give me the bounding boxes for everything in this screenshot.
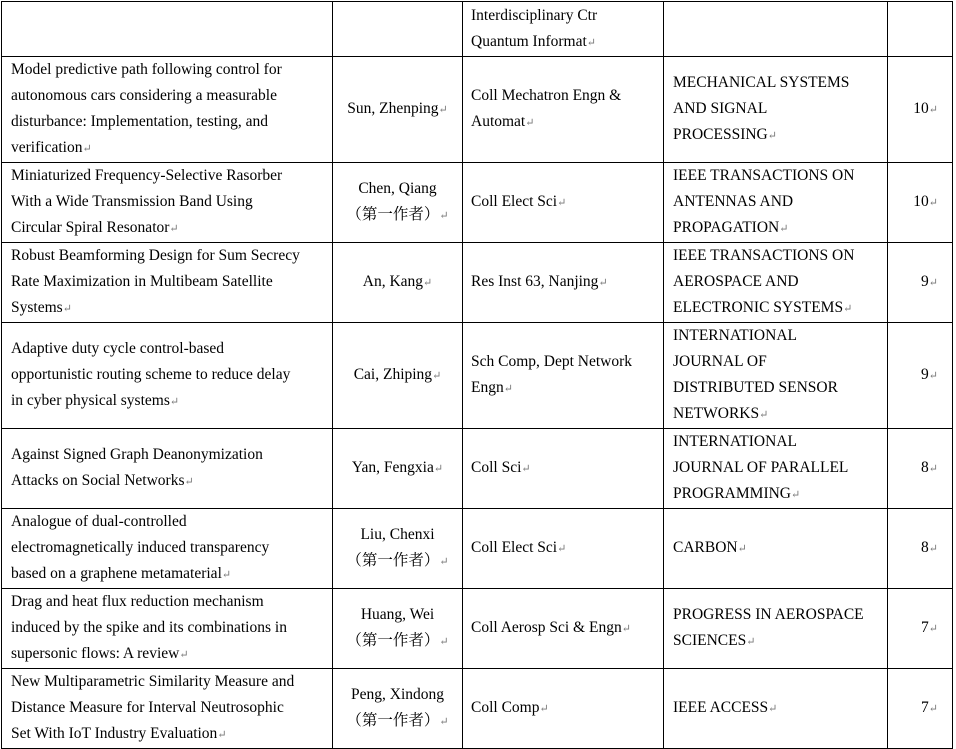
institution-cell xyxy=(463,669,664,749)
paper-title-cell xyxy=(2,243,333,323)
institution-cell xyxy=(463,509,664,589)
paragraph-mark-icon: ↵ xyxy=(439,556,449,568)
citation-count-cell xyxy=(888,163,953,243)
citations-line: 7↵ xyxy=(921,699,938,716)
title-line: induced by the spike and its combinations in xyxy=(11,619,287,636)
journal-line: DISTRIBUTED SENSOR xyxy=(673,379,838,396)
journal-line: NETWORKS↵ xyxy=(673,405,769,422)
author-line: （第一作者）↵ xyxy=(346,632,449,649)
title-line: With a Wide Transmission Band Using xyxy=(11,193,253,210)
paper-title-cell xyxy=(2,669,333,749)
institution-cell xyxy=(463,57,664,163)
paragraph-mark-icon: ↵ xyxy=(928,703,938,715)
author-line: Yan, Fengxia↵ xyxy=(351,459,444,476)
paragraph-mark-icon: ↵ xyxy=(767,130,777,142)
table-row xyxy=(2,57,953,163)
journal-line: JOURNAL OF xyxy=(673,353,767,370)
table-row xyxy=(2,243,953,323)
institution-line: Coll Sci↵ xyxy=(471,459,531,476)
institution-cell xyxy=(463,429,664,509)
journal-cell xyxy=(664,429,888,509)
paper-title-cell xyxy=(2,429,333,509)
paragraph-mark-icon: ↵ xyxy=(598,277,608,289)
paragraph-mark-icon: ↵ xyxy=(221,569,232,581)
journal-cell xyxy=(664,509,888,589)
journal-line: PROGRESS IN AEROSPACE xyxy=(673,606,864,623)
paragraph-mark-icon: ↵ xyxy=(432,370,442,382)
title-line: electromagnetically induced transparency xyxy=(11,539,270,556)
paragraph-mark-icon: ↵ xyxy=(539,703,549,715)
title-line: based on a graphene metamaterial↵ xyxy=(11,565,232,582)
citation-count-cell xyxy=(888,57,953,163)
paragraph-mark-icon: ↵ xyxy=(621,623,631,635)
table-row xyxy=(2,323,953,429)
citation-count-cell xyxy=(888,509,953,589)
title-line: verification↵ xyxy=(11,139,92,156)
citations-line xyxy=(896,16,938,42)
title-line: Attacks on Social Networks↵ xyxy=(11,472,194,489)
paragraph-mark-icon: ↵ xyxy=(82,143,92,155)
author-line: （第一作者）↵ xyxy=(346,552,449,569)
institution-cell xyxy=(463,589,664,669)
title-line: in cyber physical systems↵ xyxy=(11,392,180,409)
paragraph-mark-icon: ↵ xyxy=(525,117,535,129)
paragraph-mark-icon: ↵ xyxy=(439,210,449,222)
title-line: Against Signed Graph Deanonymization xyxy=(11,446,263,463)
author-cell xyxy=(333,2,463,57)
title-line: Model predictive path following control for xyxy=(11,61,282,78)
journal-line: PROGRAMMING↵ xyxy=(673,485,801,502)
institution-line: Sch Comp, Dept Network xyxy=(471,353,633,370)
table-row xyxy=(2,163,953,243)
title-line: disturbance: Implementation, testing, and xyxy=(11,113,268,130)
title-line: Drag and heat flux reduction mechanism xyxy=(11,593,264,610)
paragraph-mark-icon: ↵ xyxy=(169,396,180,408)
institution-line: Engn↵ xyxy=(471,379,513,396)
journal-line: ANTENNAS AND xyxy=(673,193,794,210)
paragraph-mark-icon: ↵ xyxy=(779,223,789,235)
journal-line: AND SIGNAL xyxy=(673,100,768,117)
paragraph-mark-icon: ↵ xyxy=(928,197,938,209)
author-cell xyxy=(333,243,463,323)
author-cell xyxy=(333,509,463,589)
paragraph-mark-icon: ↵ xyxy=(928,277,938,289)
institution-line: Interdisciplinary Ctr xyxy=(471,7,598,24)
table-row xyxy=(2,429,953,509)
table-row xyxy=(2,669,953,749)
title-line: Miniaturized Frequency-Selective Rasorber xyxy=(11,167,283,184)
paragraph-mark-icon: ↵ xyxy=(433,463,444,475)
paragraph-mark-icon: ↵ xyxy=(503,383,513,395)
title-line: supersonic flows: A review↵ xyxy=(11,645,189,662)
citation-count-cell xyxy=(888,669,953,749)
author-cell xyxy=(333,57,463,163)
journal-line: IEEE TRANSACTIONS ON xyxy=(673,247,855,264)
title-line xyxy=(11,29,324,55)
paragraph-mark-icon: ↵ xyxy=(439,716,449,728)
author-cell xyxy=(333,163,463,243)
journal-line: SCIENCES↵ xyxy=(673,632,756,649)
paragraph-mark-icon: ↵ xyxy=(843,303,853,315)
title-line: Analogue of dual-controlled xyxy=(11,513,187,530)
citations-line: 10↵ xyxy=(913,100,938,117)
journal-cell xyxy=(664,163,888,243)
author-line: An, Kang↵ xyxy=(362,273,433,290)
paragraph-mark-icon: ↵ xyxy=(928,104,938,116)
table-row xyxy=(2,509,953,589)
title-line xyxy=(11,3,324,29)
citations-line: 9↵ xyxy=(921,273,938,290)
institution-line: Res Inst 63, Nanjing↵ xyxy=(471,273,608,290)
title-line: Systems↵ xyxy=(11,299,72,316)
journal-line: MECHANICAL SYSTEMS xyxy=(673,74,850,91)
paragraph-mark-icon: ↵ xyxy=(184,476,194,488)
title-line: Circular Spiral Resonator↵ xyxy=(11,219,179,236)
title-line: opportunistic routing scheme to reduce delay xyxy=(11,366,291,383)
paragraph-mark-icon: ↵ xyxy=(746,636,756,648)
paper-title-cell xyxy=(2,163,333,243)
journal-line: CARBON↵ xyxy=(673,539,747,556)
paragraph-mark-icon: ↵ xyxy=(737,543,747,555)
paragraph-mark-icon: ↵ xyxy=(438,104,448,116)
author-line: Huang, Wei xyxy=(360,606,435,623)
author-line: Liu, Chenxi xyxy=(360,526,435,543)
author-line: Peng, Xindong xyxy=(351,686,444,703)
author-line: Chen, Qiang xyxy=(358,180,437,197)
journal-line: INTERNATIONAL xyxy=(673,433,797,450)
institution-line: Quantum Informat↵ xyxy=(471,33,597,50)
citation-count-cell xyxy=(888,243,953,323)
paragraph-mark-icon: ↵ xyxy=(169,223,179,235)
title-line: Adaptive duty cycle control-based xyxy=(11,340,225,357)
citation-count-cell xyxy=(888,429,953,509)
paragraph-mark-icon: ↵ xyxy=(557,543,567,555)
author-cell xyxy=(333,589,463,669)
journal-cell xyxy=(664,589,888,669)
paragraph-mark-icon: ↵ xyxy=(179,649,189,661)
paragraph-mark-icon: ↵ xyxy=(423,277,433,289)
table-row xyxy=(2,589,953,669)
paper-title-cell xyxy=(2,509,333,589)
journal-line: PROCESSING↵ xyxy=(673,126,777,143)
citations-line: 8↵ xyxy=(921,459,938,476)
author-cell xyxy=(333,323,463,429)
title-line: Distance Measure for Interval Neutrosophic xyxy=(11,699,284,716)
institution-cell xyxy=(463,243,664,323)
paragraph-mark-icon: ↵ xyxy=(928,463,938,475)
journal-line xyxy=(673,16,879,42)
citations-line: 9↵ xyxy=(921,366,938,383)
title-line: Set With IoT Industry Evaluation↵ xyxy=(11,725,227,742)
journal-cell xyxy=(664,323,888,429)
author-line xyxy=(341,16,454,42)
journal-cell xyxy=(664,243,888,323)
paragraph-mark-icon: ↵ xyxy=(586,37,597,49)
paper-title-cell xyxy=(2,323,333,429)
institution-line: Coll Elect Sci↵ xyxy=(471,193,567,210)
citations-line: 7↵ xyxy=(921,619,938,636)
journal-line: INTERNATIONAL xyxy=(673,327,797,344)
journal-line: IEEE TRANSACTIONS ON xyxy=(673,167,855,184)
journal-line: AEROSPACE AND xyxy=(673,273,799,290)
institution-cell xyxy=(463,163,664,243)
author-line: Cai, Zhiping↵ xyxy=(353,366,442,383)
paragraph-mark-icon: ↵ xyxy=(557,197,567,209)
citation-count-cell xyxy=(888,589,953,669)
papers-table xyxy=(1,1,953,749)
paragraph-mark-icon: ↵ xyxy=(791,489,801,501)
paper-title-cell xyxy=(2,2,333,57)
citation-count-cell xyxy=(888,323,953,429)
paper-title-cell xyxy=(2,57,333,163)
journal-line: PROPAGATION↵ xyxy=(673,219,789,236)
paragraph-mark-icon: ↵ xyxy=(217,729,227,741)
institution-line: Automat↵ xyxy=(471,113,535,130)
citations-line: 8↵ xyxy=(921,539,938,556)
paragraph-mark-icon: ↵ xyxy=(759,409,769,421)
journal-cell xyxy=(664,2,888,57)
institution-line: Coll Mechatron Engn & xyxy=(471,87,622,104)
author-line: （第一作者）↵ xyxy=(346,206,449,223)
institution-line: Coll Elect Sci↵ xyxy=(471,539,567,556)
institution-line: Coll Comp↵ xyxy=(471,699,549,716)
table-row xyxy=(2,2,953,57)
paragraph-mark-icon: ↵ xyxy=(928,543,938,555)
journal-line: IEEE ACCESS↵ xyxy=(673,699,778,716)
institution-line: Coll Aerosp Sci & Engn↵ xyxy=(471,619,631,636)
paragraph-mark-icon: ↵ xyxy=(439,636,449,648)
institution-cell xyxy=(463,2,664,57)
author-cell xyxy=(333,429,463,509)
journal-cell xyxy=(664,57,888,163)
institution-cell xyxy=(463,323,664,429)
title-line: Rate Maximization in Multibeam Satellite xyxy=(11,273,273,290)
journal-line: ELECTRONIC SYSTEMS↵ xyxy=(673,299,853,316)
paragraph-mark-icon: ↵ xyxy=(928,623,938,635)
author-line: （第一作者）↵ xyxy=(346,712,449,729)
paper-title-cell xyxy=(2,589,333,669)
paragraph-mark-icon: ↵ xyxy=(521,463,531,475)
citations-line: 10↵ xyxy=(913,193,938,210)
title-line: Robust Beamforming Design for Sum Secrecy xyxy=(11,247,300,264)
papers-table-body xyxy=(2,2,953,749)
title-line: autonomous cars considering a measurable xyxy=(11,87,277,104)
paragraph-mark-icon: ↵ xyxy=(62,303,72,315)
author-cell xyxy=(333,669,463,749)
paragraph-mark-icon: ↵ xyxy=(928,370,938,382)
journal-line: JOURNAL OF PARALLEL xyxy=(673,459,849,476)
paragraph-mark-icon: ↵ xyxy=(768,703,778,715)
author-line: Sun, Zhenping↵ xyxy=(347,100,448,117)
title-line: New Multiparametric Similarity Measure and xyxy=(11,673,295,690)
citation-count-cell xyxy=(888,2,953,57)
journal-cell xyxy=(664,669,888,749)
